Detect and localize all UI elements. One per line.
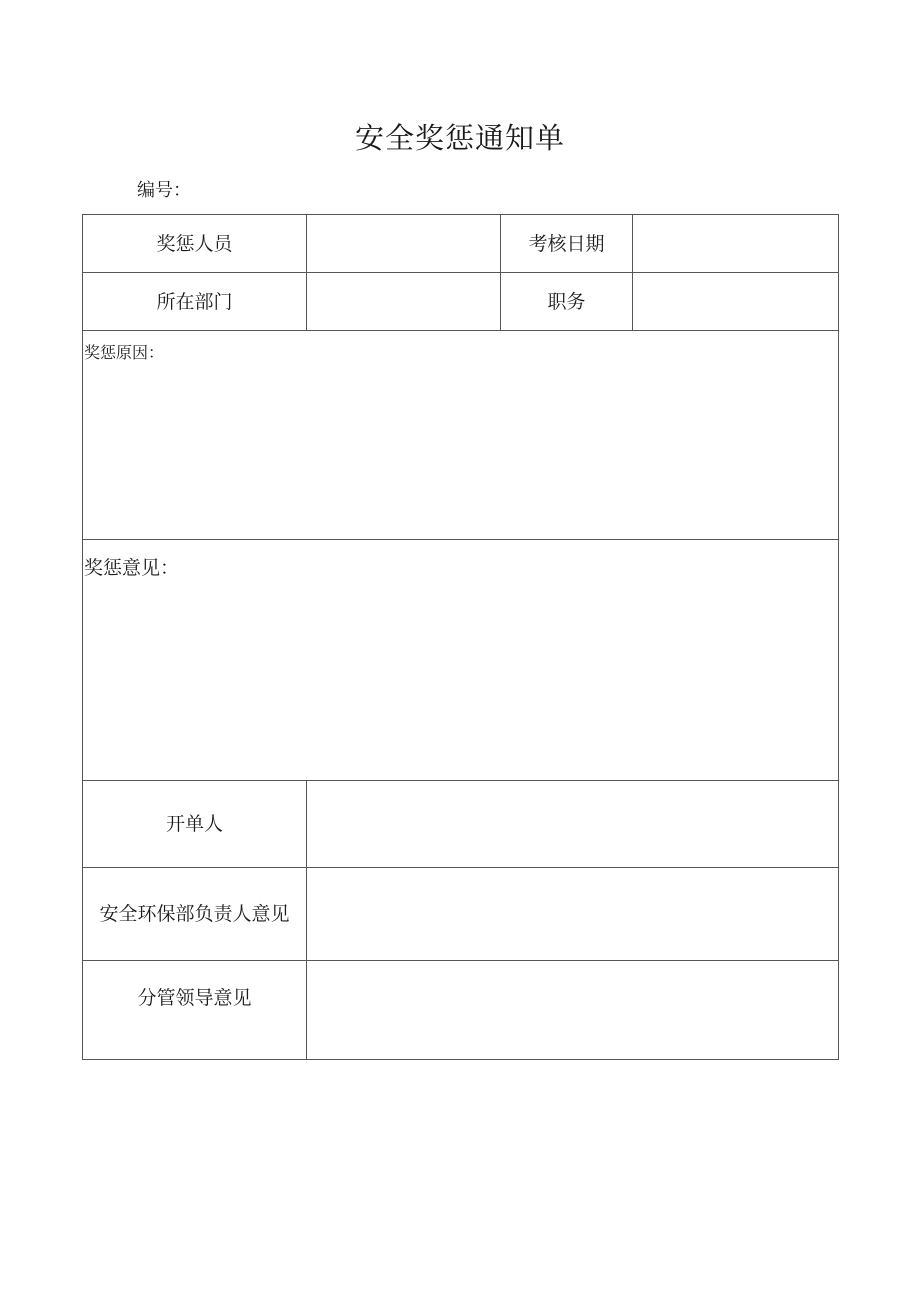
leader-opinion-field[interactable] xyxy=(307,961,839,1060)
leader-opinion-label: 分管领导意见 xyxy=(137,987,252,1009)
person-field[interactable] xyxy=(307,215,501,273)
opinion-field[interactable] xyxy=(83,540,839,781)
department-label: 所在部门 xyxy=(83,273,307,331)
serial-number-label: 编号： xyxy=(137,180,191,201)
leader-opinion-label-cell xyxy=(83,961,307,1060)
person-label: 奖惩人员 xyxy=(83,215,307,273)
department-field[interactable] xyxy=(307,273,501,331)
notice-form-table xyxy=(82,214,839,1060)
safety-dept-opinion-field[interactable] xyxy=(307,868,839,961)
position-field[interactable] xyxy=(633,273,839,331)
reason-label: 奖惩原因： xyxy=(84,343,165,362)
date-field[interactable] xyxy=(633,215,839,273)
date-label: 考核日期 xyxy=(501,215,633,273)
position-label: 职务 xyxy=(501,273,633,331)
reason-field[interactable] xyxy=(83,331,839,540)
page-title: 安全奖惩通知单 xyxy=(354,121,565,155)
opinion-label: 奖惩意见： xyxy=(84,557,180,579)
issuer-field[interactable] xyxy=(307,781,839,868)
safety-dept-opinion-label: 安全环保部负责人意见 xyxy=(83,868,307,961)
issuer-label: 开单人 xyxy=(83,781,307,868)
